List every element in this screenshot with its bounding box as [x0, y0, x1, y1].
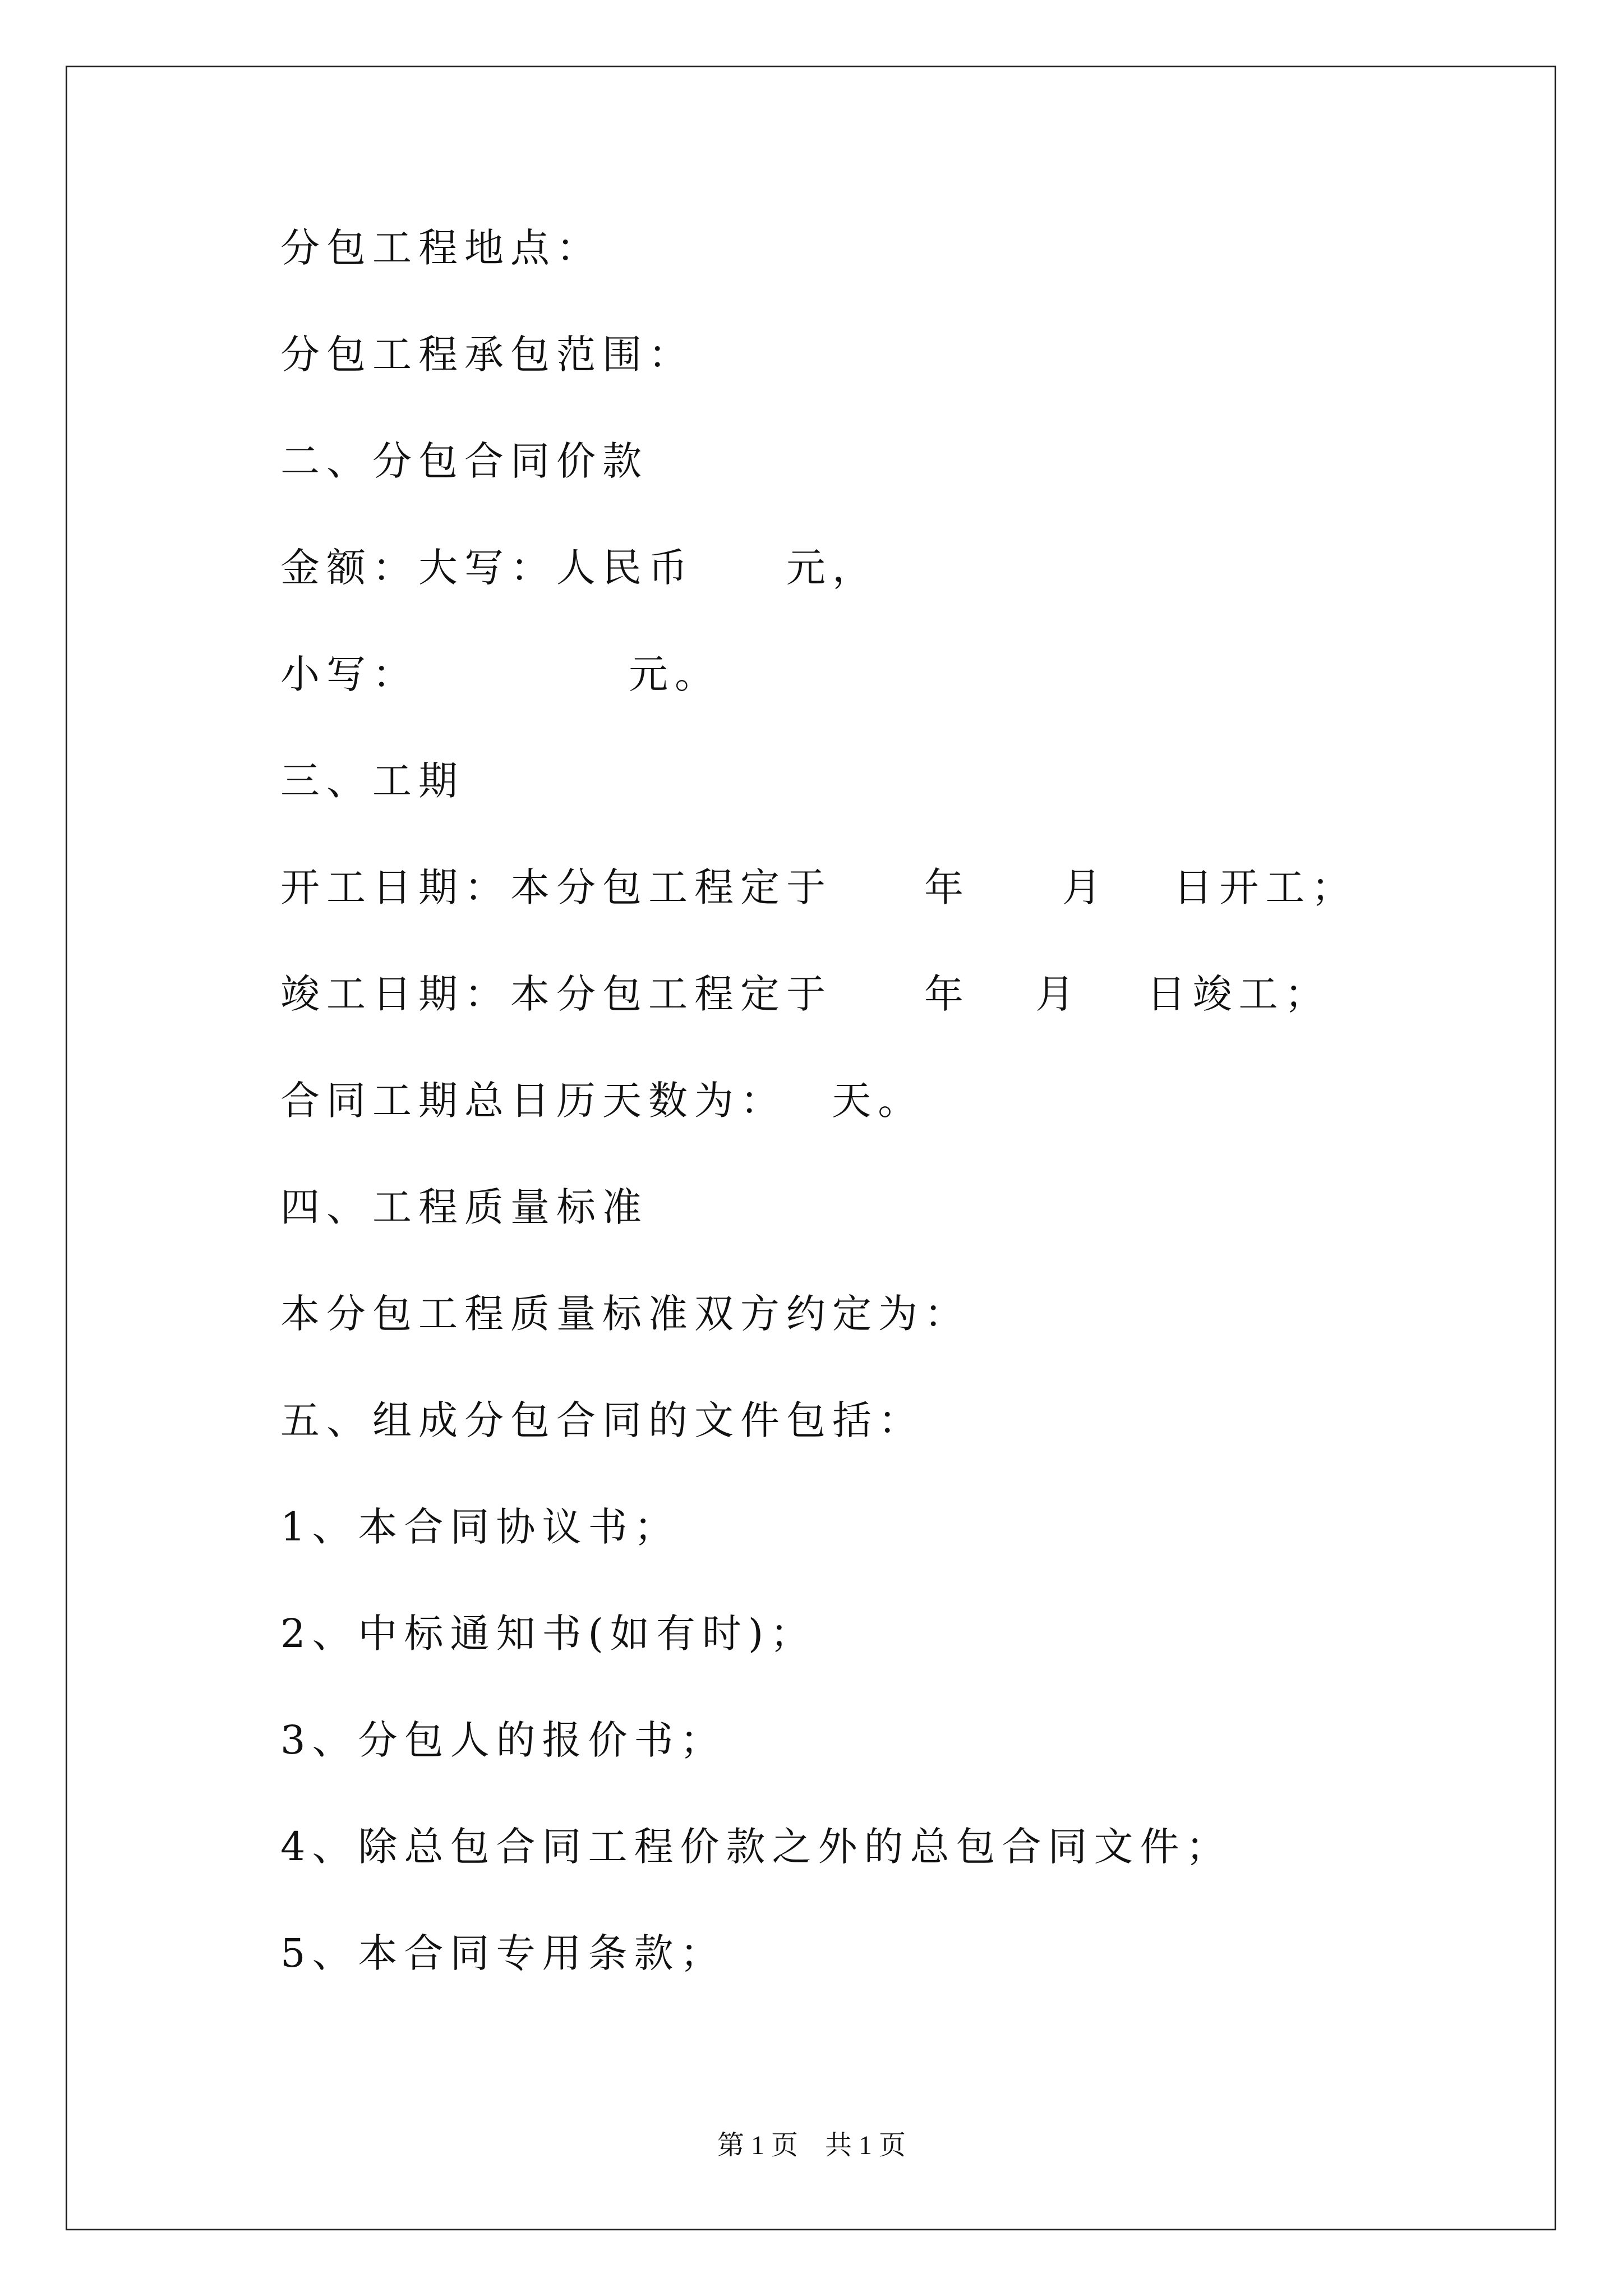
field-completion-date: 竣工日期：本分包工程定于 年 月 日竣工； [280, 971, 1331, 1017]
list-item: 3、分包人的报价书； [280, 1717, 726, 1763]
section-heading-schedule: 三、工期 [280, 758, 464, 804]
section-heading-quality-standard: 四、工程质量标准 [280, 1184, 648, 1230]
field-quality-standard: 本分包工程质量标准双方约定为： [280, 1291, 970, 1337]
list-item: 5、本合同专用条款； [280, 1930, 726, 1976]
field-total-calendar-days: 合同工期总日历天数为： 天。 [280, 1078, 924, 1124]
section-heading-contract-price: 二、分包合同价款 [280, 438, 648, 484]
list-item: 4、除总包合同工程价款之外的总包合同文件； [280, 1824, 1232, 1870]
page-border [66, 66, 1556, 2230]
list-item: 2、中标通知书(如有时)； [280, 1611, 817, 1657]
page-footer: 第 1 页 共 1 页 [717, 2131, 906, 2160]
list-item: 1、本合同协议书； [280, 1504, 680, 1550]
field-amount-uppercase: 金额：大写：人民币 元， [280, 545, 878, 591]
field-subcontract-location: 分包工程地点： [280, 225, 602, 271]
field-amount-lowercase: 小写： 元。 [280, 651, 721, 697]
field-subcontract-scope: 分包工程承包范围： [280, 332, 694, 378]
section-heading-contract-documents: 五、组成分包合同的文件包括： [280, 1397, 924, 1443]
field-start-date: 开工日期：本分包工程定于 年 月 日开工； [280, 864, 1358, 910]
